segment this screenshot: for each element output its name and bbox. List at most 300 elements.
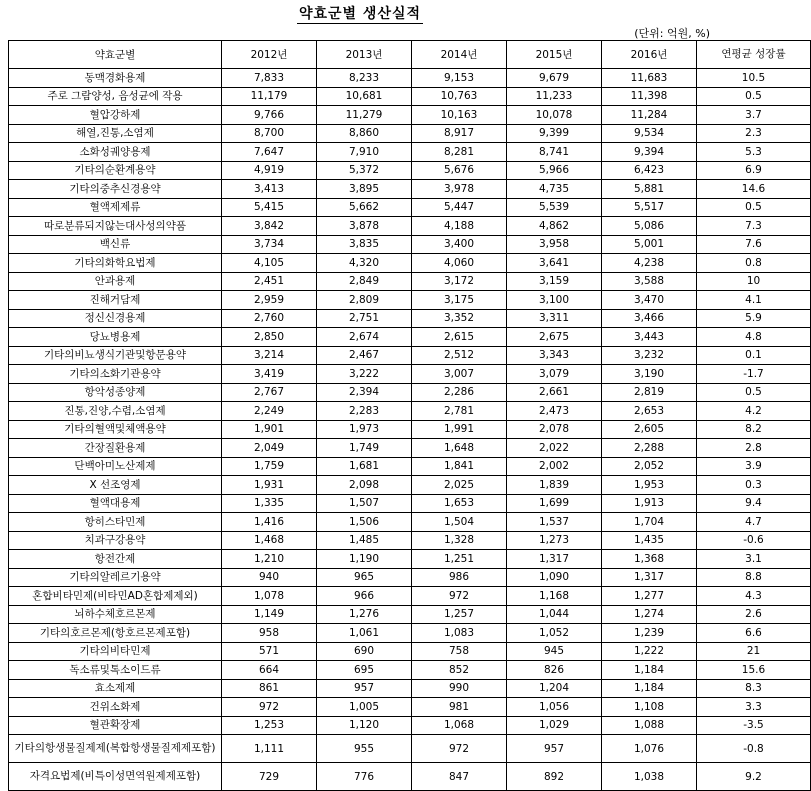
cell-value: 1,841	[412, 457, 507, 476]
cell-value: 2,283	[317, 402, 412, 421]
cell-value: 2,052	[602, 457, 697, 476]
cell-category: 혈액대용제	[9, 494, 222, 513]
table-row	[9, 272, 811, 291]
cell-growth-rate: 0.1	[697, 346, 811, 365]
cell-value: 972	[412, 587, 507, 606]
cell-growth-rate: 4.1	[697, 291, 811, 310]
cell-value: 11,683	[602, 69, 697, 88]
cell-value: 10,763	[412, 87, 507, 106]
cell-value: 957	[317, 679, 412, 698]
cell-value: 1,210	[222, 550, 317, 569]
cell-category: 기타의중추신경용약	[9, 180, 222, 199]
cell-value: 2,467	[317, 346, 412, 365]
table-row	[9, 180, 811, 199]
header-2015: 2015년	[507, 41, 602, 69]
cell-category: 혼합비타민제(비타민AD혼합제제외)	[9, 587, 222, 606]
cell-category: 따로분류되지않는대사성의약품	[9, 217, 222, 236]
cell-value: 1,274	[602, 605, 697, 624]
cell-value: 11,233	[507, 87, 602, 106]
cell-value: 1,759	[222, 457, 317, 476]
cell-growth-rate: 0.8	[697, 254, 811, 273]
cell-growth-rate: 2.6	[697, 605, 811, 624]
table-row	[9, 235, 811, 254]
cell-value: 5,447	[412, 198, 507, 217]
cell-value: 847	[412, 763, 507, 791]
cell-growth-rate: 7.3	[697, 217, 811, 236]
cell-value: 5,662	[317, 198, 412, 217]
table-row	[9, 69, 811, 88]
cell-value: 3,159	[507, 272, 602, 291]
header-2014: 2014년	[412, 41, 507, 69]
cell-value: 8,700	[222, 124, 317, 143]
cell-value: 1,704	[602, 513, 697, 532]
header-growth-rate: 연평균 성장률	[697, 41, 811, 69]
cell-value: 4,238	[602, 254, 697, 273]
cell-value: 3,007	[412, 365, 507, 384]
cell-value: 981	[412, 698, 507, 717]
cell-value: 1,184	[602, 679, 697, 698]
cell-value: 2,394	[317, 383, 412, 402]
cell-value: 9,153	[412, 69, 507, 88]
cell-value: 758	[412, 642, 507, 661]
cell-value: 1,653	[412, 494, 507, 513]
table-row	[9, 550, 811, 569]
cell-category: 혈압강하제	[9, 106, 222, 125]
cell-growth-rate: 8.3	[697, 679, 811, 698]
cell-value: 1,061	[317, 624, 412, 643]
cell-category: 기타의알레르기용약	[9, 568, 222, 587]
table-row	[9, 568, 811, 587]
cell-growth-rate: 2.3	[697, 124, 811, 143]
cell-value: 2,512	[412, 346, 507, 365]
cell-value: 957	[507, 735, 602, 763]
cell-value: 1,506	[317, 513, 412, 532]
cell-category: 독소류및톡소이드류	[9, 661, 222, 680]
cell-growth-rate: 9.4	[697, 494, 811, 513]
cell-value: 3,978	[412, 180, 507, 199]
cell-category: 기타의혈액및체액용약	[9, 420, 222, 439]
cell-value: 4,735	[507, 180, 602, 199]
cell-value: 2,653	[602, 402, 697, 421]
table-row	[9, 716, 811, 735]
cell-value: 1,076	[602, 735, 697, 763]
cell-growth-rate: 8.2	[697, 420, 811, 439]
cell-category: 항히스타민제	[9, 513, 222, 532]
cell-value: 1,088	[602, 716, 697, 735]
header-2012: 2012년	[222, 41, 317, 69]
cell-value: 1,239	[602, 624, 697, 643]
cell-growth-rate: 0.5	[697, 87, 811, 106]
cell-value: 1,991	[412, 420, 507, 439]
cell-growth-rate: 0.3	[697, 476, 811, 495]
table-row	[9, 217, 811, 236]
cell-category: 기타의소화기관용약	[9, 365, 222, 384]
cell-category: 백신류	[9, 235, 222, 254]
table-row	[9, 161, 811, 180]
cell-value: 2,286	[412, 383, 507, 402]
cell-value: 955	[317, 735, 412, 763]
cell-category: 정신신경용제	[9, 309, 222, 328]
cell-value: 1,507	[317, 494, 412, 513]
cell-value: 8,741	[507, 143, 602, 162]
cell-category: 단백아미노산제제	[9, 457, 222, 476]
cell-category: 당뇨병용제	[9, 328, 222, 347]
cell-growth-rate: 21	[697, 642, 811, 661]
table-row	[9, 642, 811, 661]
cell-value: 1,190	[317, 550, 412, 569]
cell-value: 2,605	[602, 420, 697, 439]
cell-value: 2,025	[412, 476, 507, 495]
cell-value: 664	[222, 661, 317, 680]
cell-value: 11,398	[602, 87, 697, 106]
cell-value: 4,919	[222, 161, 317, 180]
cell-value: 972	[222, 698, 317, 717]
cell-category: 기타의호르몬제(항호르몬제포함)	[9, 624, 222, 643]
cell-value: 7,910	[317, 143, 412, 162]
cell-value: 3,232	[602, 346, 697, 365]
cell-value: 1,052	[507, 624, 602, 643]
cell-value: 2,022	[507, 439, 602, 458]
cell-value: 1,056	[507, 698, 602, 717]
cell-value: 2,781	[412, 402, 507, 421]
cell-value: 1,222	[602, 642, 697, 661]
cell-value: 10,681	[317, 87, 412, 106]
cell-value: 1,839	[507, 476, 602, 495]
table-row	[9, 309, 811, 328]
cell-value: 7,647	[222, 143, 317, 162]
table-row	[9, 365, 811, 384]
cell-value: 1,090	[507, 568, 602, 587]
cell-value: 5,372	[317, 161, 412, 180]
cell-value: 11,279	[317, 106, 412, 125]
cell-value: 2,674	[317, 328, 412, 347]
cell-value: 1,468	[222, 531, 317, 550]
cell-value: 1,120	[317, 716, 412, 735]
cell-category: 주로 그람양성, 음성균에 작용	[9, 87, 222, 106]
cell-value: 3,311	[507, 309, 602, 328]
cell-value: 5,086	[602, 217, 697, 236]
cell-growth-rate: -3.5	[697, 716, 811, 735]
unit-note: (단위: 억원, %)	[634, 27, 710, 40]
cell-value: 852	[412, 661, 507, 680]
cell-value: 1,749	[317, 439, 412, 458]
cell-value: 5,415	[222, 198, 317, 217]
cell-growth-rate: 9.2	[697, 763, 811, 791]
table-row	[9, 402, 811, 421]
cell-value: 3,222	[317, 365, 412, 384]
cell-value: 9,766	[222, 106, 317, 125]
table-row	[9, 735, 811, 763]
cell-value: 940	[222, 568, 317, 587]
cell-category: 자격요법제(비특이성면역원제제포함)	[9, 763, 222, 791]
cell-value: 4,060	[412, 254, 507, 273]
cell-value: 5,881	[602, 180, 697, 199]
cell-value: 1,276	[317, 605, 412, 624]
cell-value: 826	[507, 661, 602, 680]
cell-value: 2,850	[222, 328, 317, 347]
cell-value: 3,413	[222, 180, 317, 199]
cell-growth-rate: 14.6	[697, 180, 811, 199]
table-row	[9, 605, 811, 624]
cell-growth-rate: 4.7	[697, 513, 811, 532]
cell-value: 3,734	[222, 235, 317, 254]
cell-category: 소화성궤양용제	[9, 143, 222, 162]
cell-value: 1,504	[412, 513, 507, 532]
cell-category: 치과구강용약	[9, 531, 222, 550]
cell-value: 1,083	[412, 624, 507, 643]
table-row	[9, 661, 811, 680]
cell-value: 1,435	[602, 531, 697, 550]
cell-value: 1,648	[412, 439, 507, 458]
cell-category: 기타의비뇨생식기관및항문용약	[9, 346, 222, 365]
table-row	[9, 143, 811, 162]
table-row	[9, 439, 811, 458]
cell-value: 1,068	[412, 716, 507, 735]
cell-category: 혈액제제류	[9, 198, 222, 217]
cell-growth-rate: 5.9	[697, 309, 811, 328]
cell-value: 8,233	[317, 69, 412, 88]
cell-category: 해열,진통,소염제	[9, 124, 222, 143]
cell-value: 1,038	[602, 763, 697, 791]
cell-value: 1,184	[602, 661, 697, 680]
cell-growth-rate: 4.3	[697, 587, 811, 606]
cell-value: 1,537	[507, 513, 602, 532]
cell-growth-rate: 15.6	[697, 661, 811, 680]
cell-value: 2,760	[222, 309, 317, 328]
cell-value: 8,281	[412, 143, 507, 162]
cell-value: 1,416	[222, 513, 317, 532]
table-row	[9, 476, 811, 495]
cell-value: 3,895	[317, 180, 412, 199]
cell-growth-rate: 6.9	[697, 161, 811, 180]
cell-value: 2,959	[222, 291, 317, 310]
table-row	[9, 346, 811, 365]
cell-category: 효소제제	[9, 679, 222, 698]
cell-value: 1,111	[222, 735, 317, 763]
table-row	[9, 106, 811, 125]
cell-growth-rate: 10	[697, 272, 811, 291]
cell-category: 간장질환용제	[9, 439, 222, 458]
cell-growth-rate: 0.5	[697, 383, 811, 402]
header-2016: 2016년	[602, 41, 697, 69]
cell-value: 5,517	[602, 198, 697, 217]
cell-value: 1,317	[507, 550, 602, 569]
cell-value: 1,257	[412, 605, 507, 624]
cell-value: 776	[317, 763, 412, 791]
cell-growth-rate: 3.9	[697, 457, 811, 476]
cell-value: 3,419	[222, 365, 317, 384]
page-title: 약효군별 생산실적	[298, 6, 422, 22]
cell-value: 1,253	[222, 716, 317, 735]
cell-value: 8,860	[317, 124, 412, 143]
cell-value: 5,539	[507, 198, 602, 217]
cell-value: 10,163	[412, 106, 507, 125]
cell-value: 4,862	[507, 217, 602, 236]
cell-value: 3,835	[317, 235, 412, 254]
cell-value: 9,399	[507, 124, 602, 143]
cell-value: 2,675	[507, 328, 602, 347]
cell-growth-rate: 0.5	[697, 198, 811, 217]
cell-value: 1,251	[412, 550, 507, 569]
table-row	[9, 87, 811, 106]
cell-category: 뇌하수체호르몬제	[9, 605, 222, 624]
cell-value: 1,149	[222, 605, 317, 624]
cell-value: 3,958	[507, 235, 602, 254]
cell-value: 11,284	[602, 106, 697, 125]
cell-category: X 선조영제	[9, 476, 222, 495]
cell-value: 4,320	[317, 254, 412, 273]
cell-value: 571	[222, 642, 317, 661]
cell-growth-rate: 3.3	[697, 698, 811, 717]
cell-value: 3,641	[507, 254, 602, 273]
cell-value: 966	[317, 587, 412, 606]
cell-growth-rate: -0.8	[697, 735, 811, 763]
cell-value: 9,534	[602, 124, 697, 143]
cell-value: 8,917	[412, 124, 507, 143]
cell-value: 2,049	[222, 439, 317, 458]
header-2013: 2013년	[317, 41, 412, 69]
cell-value: 2,819	[602, 383, 697, 402]
cell-growth-rate: 5.3	[697, 143, 811, 162]
table-row	[9, 198, 811, 217]
cell-value: 1,044	[507, 605, 602, 624]
cell-value: 9,679	[507, 69, 602, 88]
cell-value: 1,108	[602, 698, 697, 717]
cell-value: 1,901	[222, 420, 317, 439]
cell-value: 4,188	[412, 217, 507, 236]
cell-value: 9,394	[602, 143, 697, 162]
cell-category: 안과용제	[9, 272, 222, 291]
cell-value: 1,681	[317, 457, 412, 476]
cell-growth-rate: -1.7	[697, 365, 811, 384]
cell-value: 5,676	[412, 161, 507, 180]
cell-value: 5,001	[602, 235, 697, 254]
cell-value: 1,913	[602, 494, 697, 513]
cell-value: 2,451	[222, 272, 317, 291]
table-row	[9, 420, 811, 439]
table-row	[9, 457, 811, 476]
cell-value: 965	[317, 568, 412, 587]
cell-value: 2,098	[317, 476, 412, 495]
table-row	[9, 124, 811, 143]
cell-value: 990	[412, 679, 507, 698]
cell-value: 1,953	[602, 476, 697, 495]
cell-value: 1,078	[222, 587, 317, 606]
cell-value: 972	[412, 735, 507, 763]
table-row	[9, 254, 811, 273]
cell-value: 1,931	[222, 476, 317, 495]
cell-value: 4,105	[222, 254, 317, 273]
cell-value: 1,973	[317, 420, 412, 439]
cell-growth-rate: 2.8	[697, 439, 811, 458]
cell-value: 2,249	[222, 402, 317, 421]
cell-value: 1,335	[222, 494, 317, 513]
cell-value: 3,214	[222, 346, 317, 365]
cell-value: 3,190	[602, 365, 697, 384]
cell-value: 958	[222, 624, 317, 643]
cell-value: 2,767	[222, 383, 317, 402]
table-row	[9, 679, 811, 698]
cell-growth-rate: 8.8	[697, 568, 811, 587]
cell-value: 729	[222, 763, 317, 791]
cell-category: 진해거담제	[9, 291, 222, 310]
cell-value: 5,966	[507, 161, 602, 180]
cell-value: 3,466	[602, 309, 697, 328]
cell-value: 3,079	[507, 365, 602, 384]
cell-value: 1,273	[507, 531, 602, 550]
cell-value: 2,615	[412, 328, 507, 347]
table-row	[9, 698, 811, 717]
cell-value: 1,168	[507, 587, 602, 606]
cell-growth-rate: 10.5	[697, 69, 811, 88]
cell-growth-rate: 4.8	[697, 328, 811, 347]
cell-value: 2,661	[507, 383, 602, 402]
cell-value: 1,317	[602, 568, 697, 587]
table-row	[9, 328, 811, 347]
cell-growth-rate: 3.1	[697, 550, 811, 569]
cell-category: 기타의화학요법제	[9, 254, 222, 273]
cell-value: 1,485	[317, 531, 412, 550]
cell-value: 2,078	[507, 420, 602, 439]
table-row	[9, 383, 811, 402]
cell-category: 건위소화제	[9, 698, 222, 717]
table-row	[9, 624, 811, 643]
cell-value: 2,751	[317, 309, 412, 328]
cell-value: 690	[317, 642, 412, 661]
cell-value: 2,288	[602, 439, 697, 458]
cell-category: 항악성종양제	[9, 383, 222, 402]
cell-value: 3,878	[317, 217, 412, 236]
cell-value: 3,352	[412, 309, 507, 328]
cell-category: 기타의순환계용약	[9, 161, 222, 180]
table-row	[9, 531, 811, 550]
table-row	[9, 291, 811, 310]
cell-category: 기타의비타민제	[9, 642, 222, 661]
cell-value: 7,833	[222, 69, 317, 88]
cell-value: 1,328	[412, 531, 507, 550]
table-row	[9, 513, 811, 532]
cell-value: 3,470	[602, 291, 697, 310]
cell-value: 1,699	[507, 494, 602, 513]
cell-category: 진통,진양,수렴,소염제	[9, 402, 222, 421]
cell-value: 11,179	[222, 87, 317, 106]
cell-value: 892	[507, 763, 602, 791]
table-row	[9, 494, 811, 513]
cell-value: 1,368	[602, 550, 697, 569]
table-row	[9, 763, 811, 791]
cell-category: 기타의항생물질제제(복합항생물질제제포함)	[9, 735, 222, 763]
production-table	[8, 40, 811, 791]
cell-value: 2,849	[317, 272, 412, 291]
cell-category: 혈관확장제	[9, 716, 222, 735]
cell-value: 861	[222, 679, 317, 698]
cell-value: 2,473	[507, 402, 602, 421]
cell-value: 3,588	[602, 272, 697, 291]
cell-category: 항전간제	[9, 550, 222, 569]
cell-value: 3,343	[507, 346, 602, 365]
cell-growth-rate: 6.6	[697, 624, 811, 643]
cell-value: 2,002	[507, 457, 602, 476]
cell-value: 6,423	[602, 161, 697, 180]
cell-value: 986	[412, 568, 507, 587]
cell-value: 10,078	[507, 106, 602, 125]
cell-value: 3,172	[412, 272, 507, 291]
cell-value: 695	[317, 661, 412, 680]
cell-value: 3,842	[222, 217, 317, 236]
cell-value: 3,400	[412, 235, 507, 254]
cell-value: 1,204	[507, 679, 602, 698]
cell-value: 1,277	[602, 587, 697, 606]
